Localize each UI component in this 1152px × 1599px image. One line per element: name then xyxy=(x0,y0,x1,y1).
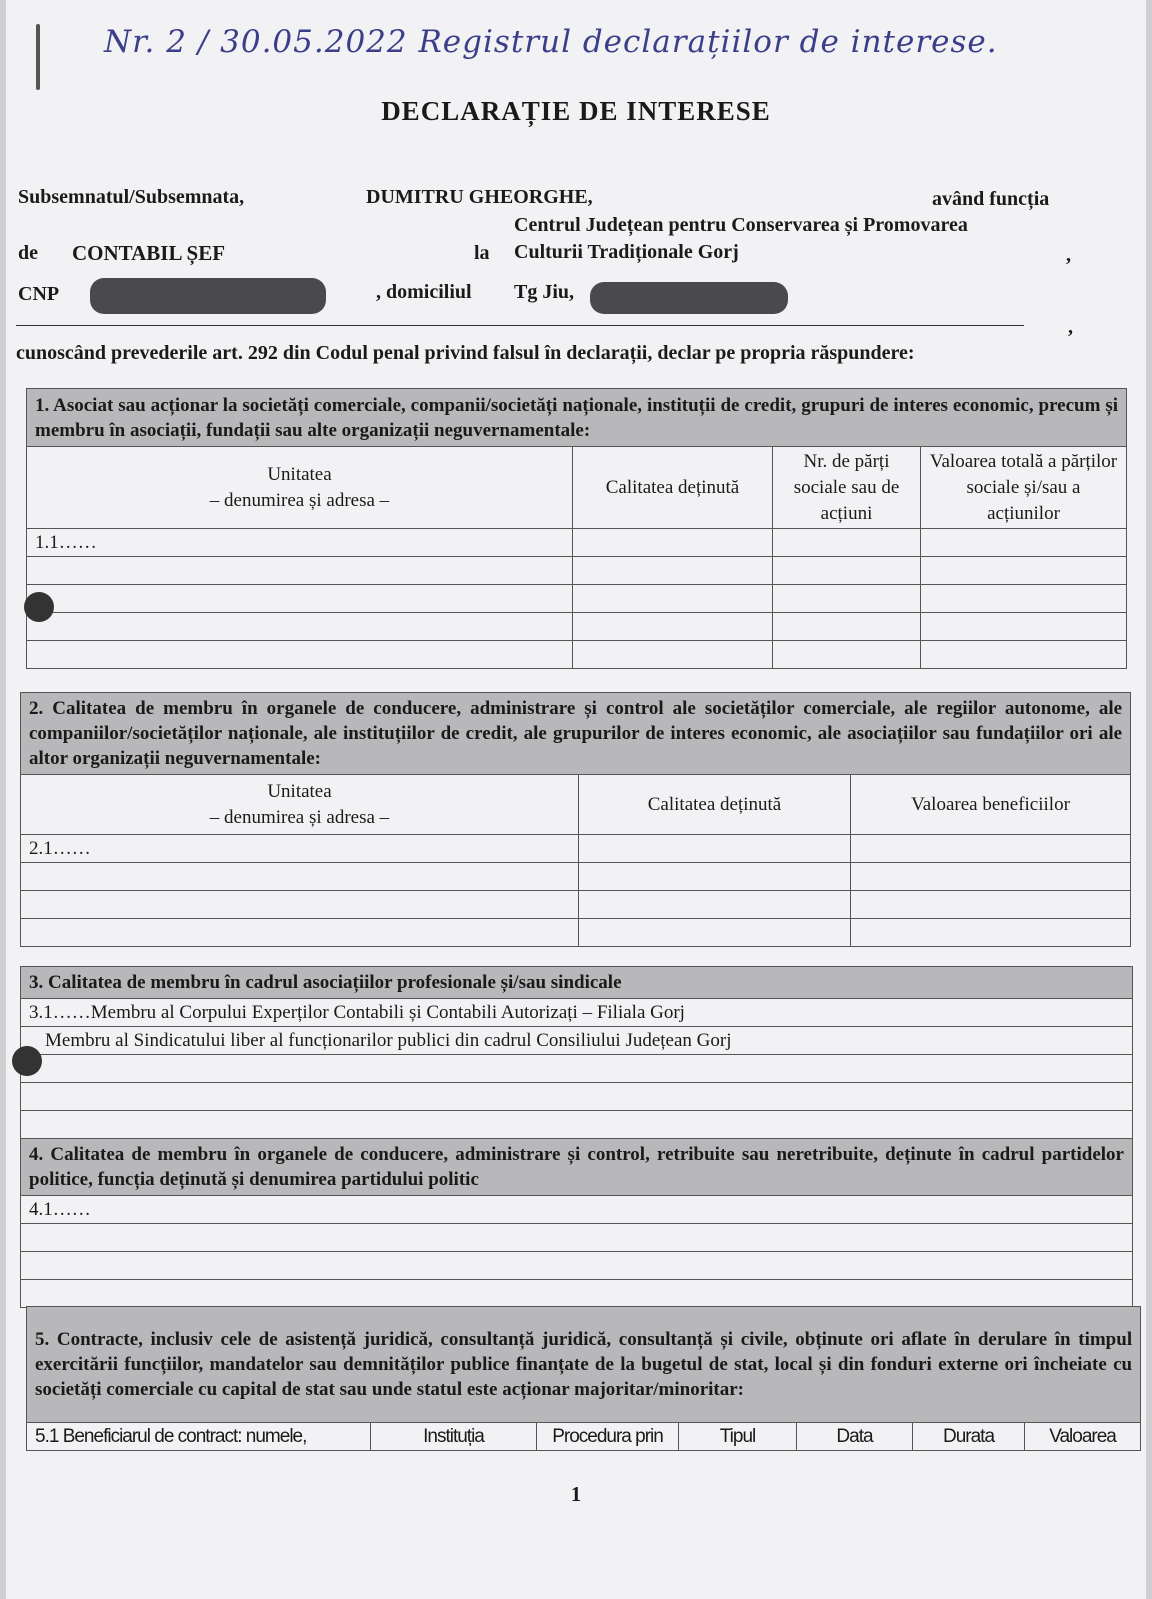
address-underline xyxy=(16,325,1024,326)
cell xyxy=(27,557,573,585)
subsemnatul-label: Subsemnatul/Subsemnata, xyxy=(18,186,245,208)
s5-col-durata: Durata xyxy=(913,1423,1025,1451)
section-3-table xyxy=(20,966,1133,1139)
section-3-title: 3. Calitatea de membru în cadrul asociațiilor profesionale și/sau sindicale xyxy=(21,967,1133,999)
cell xyxy=(579,835,851,863)
cell xyxy=(21,863,579,891)
cell xyxy=(921,585,1127,613)
cell xyxy=(21,1280,1133,1308)
s2-col-unitatea-sub: – denumirea și adresa – xyxy=(209,806,390,828)
s1-col-unitatea-label: Unitatea xyxy=(267,463,332,485)
cell xyxy=(21,1111,1133,1139)
declarant-name: DUMITRU GHEORGHE, xyxy=(366,186,593,208)
section-5-table xyxy=(26,1306,1141,1451)
domiciliu-label: , domiciliul xyxy=(376,281,472,303)
cell xyxy=(21,891,579,919)
function-value: CONTABIL ȘEF xyxy=(72,241,226,265)
cell xyxy=(773,557,921,585)
section-2-title: 2. Calitatea de membru în organele de conducere, administrare și control ale societăților comerciale, ale regiilor autonome, ale companiilor/societăților naționale, ale instituțiilor de credit, ale grupurilor de interes economic, ale asociațiilor sau fundațiilor ori ale altor organizații neguvernamentale: xyxy=(21,693,1131,775)
s2-col-calitatea: Calitatea deținută xyxy=(579,775,851,835)
avand-functia-label: având funcția xyxy=(932,188,1050,210)
cell xyxy=(773,529,921,557)
section-1-table xyxy=(26,388,1127,669)
cell xyxy=(851,863,1131,891)
s1-row-1-label: 1.1…… xyxy=(27,529,573,557)
cell xyxy=(21,1083,1133,1111)
domiciliu-value: Tg Jiu, xyxy=(514,281,575,303)
cell xyxy=(573,613,773,641)
cell xyxy=(579,863,851,891)
s5-col-institutia: Instituția xyxy=(371,1423,537,1451)
margin-mark xyxy=(36,24,40,90)
s5-col-data: Data xyxy=(797,1423,913,1451)
s1-col-unitatea xyxy=(27,447,573,529)
section-2-table xyxy=(20,692,1131,947)
cell xyxy=(27,641,573,669)
cell xyxy=(21,1224,1133,1252)
cell xyxy=(579,891,851,919)
la-label: la xyxy=(474,242,490,264)
cnp-label: CNP xyxy=(18,283,60,305)
cell xyxy=(851,919,1131,947)
s1-col-calitatea: Calitatea deținută xyxy=(573,447,773,529)
section-4-table xyxy=(20,1138,1133,1308)
s3-row-2: Membru al Sindicatului liber al funcționarilor publici din cadrul Consiliului Județean Gorj xyxy=(21,1027,1133,1055)
hole-punch-mark xyxy=(24,592,54,622)
s5-col-tipul: Tipul xyxy=(679,1423,797,1451)
institution-line-1: Centrul Județean pentru Conservarea și Promovarea xyxy=(514,214,968,236)
cell xyxy=(27,585,573,613)
de-label: de xyxy=(18,242,38,264)
s2-col-valoarea: Valoarea beneficiilor xyxy=(851,775,1131,835)
s4-row-1: 4.1…… xyxy=(21,1196,1133,1224)
cell xyxy=(27,613,573,641)
cell xyxy=(21,919,579,947)
s1-col-valoarea: Valoarea totală a părților sociale și/sau a acțiunilor xyxy=(921,447,1127,529)
s1-col-nr-parti: Nr. de părți sociale sau de acțiuni xyxy=(773,447,921,529)
cell xyxy=(921,529,1127,557)
cell xyxy=(573,529,773,557)
cell xyxy=(773,585,921,613)
s3-row-1: 3.1……Membru al Corpului Experților Contabili și Contabili Autorizați – Filiala Gorj xyxy=(21,999,1133,1027)
cell xyxy=(773,613,921,641)
s2-col-unitatea-label: Unitatea xyxy=(267,780,332,802)
institution-line-2: Culturii Tradiționale Gorj xyxy=(514,241,739,263)
section-5-title: 5. Contracte, inclusiv cele de asistență juridică, consultanță juridică, consultanță și civile, obținute ori aflate în derulare în timpul exercitării funcțiilor, mandatelor sau demnităților publice finanțate de la bugetul de stat, local și din fonduri externe ori încheiate cu societăți comerciale cu capital de stat sau unde statul este acționar majoritar/minoritar: xyxy=(27,1307,1141,1423)
s2-col-unitatea xyxy=(21,775,579,835)
cell xyxy=(851,835,1131,863)
s2-row-1-label: 2.1…… xyxy=(21,835,579,863)
comma: , xyxy=(1068,316,1073,338)
cell xyxy=(921,557,1127,585)
cell xyxy=(851,891,1131,919)
s5-col-valoarea: Valoarea xyxy=(1025,1423,1141,1451)
address-redaction xyxy=(590,282,788,314)
s5-col-procedura: Procedura prin xyxy=(537,1423,679,1451)
handwritten-registration-note: Nr. 2 / 30.05.2022 Registrul declarațiilor de interese. xyxy=(104,24,998,60)
section-1-title: 1. Asociat sau acționar la societăți comerciale, companii/societăți naționale, instituții de credit, grupuri de interes economic, precum și membru în asociații, fundații sau alte organizații neguvernamentale: xyxy=(27,389,1127,447)
cnp-redaction xyxy=(90,278,326,314)
cell xyxy=(921,613,1127,641)
cell xyxy=(579,919,851,947)
page-number: 1 xyxy=(570,1482,582,1506)
comma: , xyxy=(1066,244,1071,266)
document-title: DECLARAȚIE DE INTERESE xyxy=(381,96,771,126)
cell xyxy=(773,641,921,669)
statement-text: cunoscând prevederile art. 292 din Codul penal privind falsul în declarații, declar pe propria răspundere: xyxy=(16,342,915,364)
hole-punch-mark xyxy=(12,1046,42,1076)
s1-col-unitatea-sub: – denumirea și adresa – xyxy=(209,489,390,511)
s5-col-beneficiar: 5.1 Beneficiarul de contract: numele, xyxy=(27,1423,371,1451)
cell xyxy=(573,641,773,669)
cell xyxy=(921,641,1127,669)
section-4-title: 4. Calitatea de membru în organele de conducere, administrare și control, retribuite sau neretribuite, deținute în cadrul partidelor politice, funcția deținută și denumirea partidului politic xyxy=(21,1139,1133,1196)
cell xyxy=(573,585,773,613)
cell xyxy=(21,1252,1133,1280)
cell xyxy=(573,557,773,585)
cell xyxy=(21,1055,1133,1083)
